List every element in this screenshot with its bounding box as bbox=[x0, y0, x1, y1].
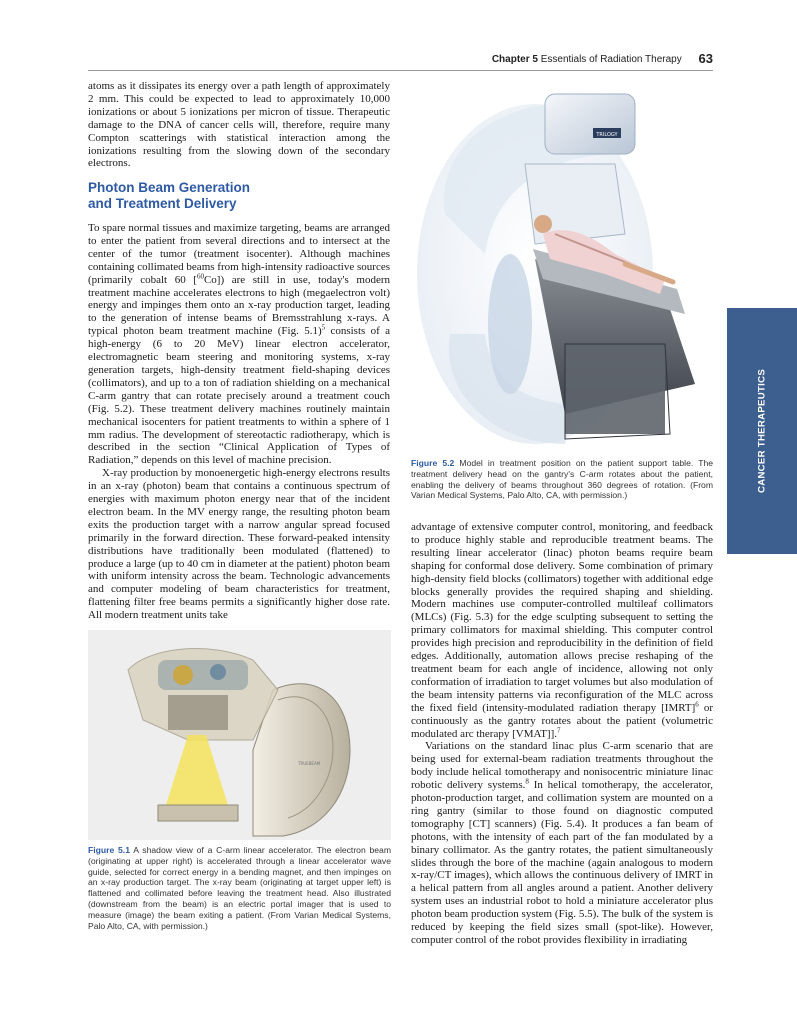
section-heading-line1: Photon Beam Generation bbox=[88, 180, 251, 195]
figure-5-2-image bbox=[415, 84, 720, 454]
side-tab-label: CANCER THERAPEUTICS bbox=[756, 368, 768, 494]
footnote-ref: 6 bbox=[695, 700, 699, 709]
text-run: To spare normal tissues and maximize targeting, beams are arranged to enter the patient from several directions and to intersect at the center of the tumor (treatment isocenter). Although machines containing collimated beams from high-intensity radioactive sources (primarily cobalt 60 [ bbox=[88, 222, 390, 286]
machine-brand-text: TRUEBEAM bbox=[298, 761, 321, 766]
text-run: Co]) are still in use, today's modern treatment machine accelerates electrons to high (megaelectron volt) energy and impinges them onto an x-ray production target, leading to the generation of intense beams of Bremsstrahlung x-rays. A typical photon beam treatment machine (Fig. 5.1) bbox=[88, 273, 390, 338]
caption-text: Model in treatment position on the patient support table. The treatment delivery head on the gantry's C-arm rotates about the patient, enabling the delivery of beams throughout 360 degrees of rotation. (From Varian Medical Systems, Palo Alto, CA, with permission.) bbox=[411, 458, 714, 501]
figure-label: Figure 5.2 bbox=[411, 458, 455, 468]
figure-5-2-caption bbox=[411, 458, 713, 501]
figure-5-1-caption bbox=[88, 845, 391, 931]
text-run: consists of a high-energy (6 to 20 MeV) linear electron accelerator, electromagnetic beam steering and monitoring systems, x-ray generation targets, high-density treatment field-shaping devices (collimators), and up to a ton of radiation shielding on a mechanical C-arm gantry that can rotate precisely around a treatment couch (Fig. 5.2). These treatment delivery machines routinely maintain mechanical isocenters for patient treatments to within a sphere of 1 mm radius. The development of stereotactic radiotherapy, which is described in the section “Clinical Application of Types of Radiation,” depends on this level of machine precision. bbox=[88, 325, 390, 467]
left-column-body bbox=[88, 222, 390, 622]
figure-label: Figure 5.1 bbox=[88, 845, 130, 855]
footnote-ref: 8 bbox=[525, 777, 529, 786]
machine-brand-text: TRILOGY bbox=[596, 132, 618, 138]
chapter-title: Essentials of Radiation Therapy bbox=[540, 54, 682, 65]
left-column-top bbox=[88, 80, 390, 170]
text-run: Variations on the standard linac plus C-arm scenario that are being used for external-beam radiation treatments throughout the body include helical tomotherapy and nonisocentric miniature linac robotic delivery systems. bbox=[411, 740, 713, 792]
footnote-ref: 5 bbox=[321, 323, 326, 332]
superscript: 60 bbox=[196, 271, 204, 280]
paragraph bbox=[88, 222, 390, 467]
text-run: advantage of extensive computer control, monitoring, and feedback to produce highly stable and reproducible treatment beams. The resulting linear accelerator (linac) photon beams require beam shaping for conformal dose delivery. Some combination of primary high-density field blocks (collimators) together with additional edge blocks generally provides the required shaping and shielding. Modern machines use computer-controlled multileaf collimators (MLCs) (Fig. 5.3) for the edge sculpting subsequent to setting the primary collimators for maximal shielding. This computer control provides high precision and reproducibility in the definition of field edges. Additionally, automation allows precise reshaping of the treatment beam for each angle of incidence, allowing not only conformation of irradiation to target volumes but also modulation of the beam intensity patterns via reconfiguration of the MLC across the fixed field (intensity-modulated radiation therapy [IMRT] bbox=[411, 521, 713, 714]
paragraph: X-ray production by monoenergetic high-energy electrons results in an x-ray (photon) beam that contains a continuous spectrum of energies with maximum photon energy near that of the incident electron beam. In the MV energy range, the resulting photon beam exits the production target with a narrow angular spread focused primarily in the forward direction. These forward-peaked intensity distributions have traditionally been modulated (flattened) to produce a large (up to 40 cm in diameter at the patient) photon beam with uniform intensity across the beam. Technologic advancements and computer modeling of beam characteristics for treatment, flattening filter free beams permits a significantly higher dose rate. All modern treatment units take bbox=[88, 467, 390, 622]
text-run: or continuously as the gantry rotates about the patient (volumetric modulated arc therapy [VMAT] bbox=[411, 701, 713, 740]
figure-5-1-image bbox=[88, 630, 391, 840]
footnote-ref: 7 bbox=[557, 725, 561, 734]
chapter-side-tab bbox=[727, 308, 797, 554]
page-number: 63 bbox=[698, 51, 713, 66]
chapter-number: Chapter 5 bbox=[491, 54, 538, 65]
caption-text: A shadow view of a C-arm linear accelerator. The electron beam (originating at upper right) is accelerated through a linear accelerator wave guide, selected for correct energy in a bending magnet, and then impinges on an x-ray production target. The x-ray beam (originating at target upper left) is flattened and collimated before leaving the treatment head. Also illustrated (downstream from the beam) is an electric portal imager that is used to measure (image) the beam exiting a patient. (From Varian Medical Systems, Palo Alto, CA, with permission.) bbox=[88, 845, 391, 931]
text-run: In helical tomotherapy, the accelerator, photon-production target, and collimation system are mounted on a ring gantry (similar to those found on diagnostic computed tomography [CT] scanners) (Fig. 5.4). It produces a fan beam of photons, with the intensity of each part of the fan modulated by a binary collimator. As the gantry rotates, the patient simultaneously slides through the bore of the machine (again analogous to modern x-ray/CT images), which allows the continuous delivery of IMRT in a helical pattern from all angles around a patient. Another delivery system uses an industrial robot to hold a miniature accelerator plus photon beam production system (Fig. 5.5). The bulk of the system is reduced by keeping the field sizes small (spot-like). However, computer control of the robot provides flexibility in irradiating bbox=[411, 779, 713, 946]
paragraph bbox=[411, 740, 713, 947]
running-head bbox=[492, 50, 713, 65]
header-rule bbox=[88, 70, 713, 71]
right-column-body bbox=[411, 521, 713, 947]
section-heading bbox=[88, 180, 390, 211]
paragraph: advantage of extensive computer control, monitoring, and feedback to produce highly stable and reproducible treatment beams. The resulting linear accelerator (linac) photon beams require beam shaping for conformal dose delivery. Some combination of primary high-density field blocks (collimators) together with additional edge blocks generally provides the required shaping and shielding. Modern machines use computer-controlled multileaf collimators (MLCs) (Fig. 5.3) for the edge sculpting subsequent to setting the primary collimators for maximal shielding. This computer control provides high precision and reproducibility in the definition of field edges. Additionally, automation allows precise reshaping of the treatment beam for each angle of incidence, allowing not only conformation of irradiation to target volumes but also modulation of the beam intensity patterns via reconfiguration of the MLC across the fixed field (intensity-modulated radiation therapy [IMRT]$^6$ or continuously as the gantry rotates about the patient (volumetric modulated arc therapy [VMAT]].$^7$ bbox=[411, 521, 713, 740]
section-heading-line2: and Treatment Delivery bbox=[88, 195, 237, 211]
paragraph: atoms as it dissipates its energy over a path length of approximately 2 mm. This could be expected to lead to approximately 10,000 ionizations or about 5 ionizations per micron of tissue. Therapeutic damage to the DNA of cancer cells will, therefore, require many Compton scatterings with statistical interaction among the ionizations resulting from the slowing down of the secondary electrons. bbox=[88, 80, 390, 170]
